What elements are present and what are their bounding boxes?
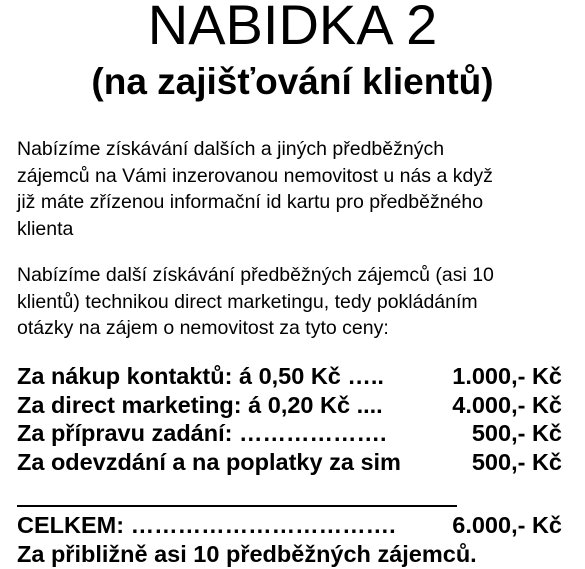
price-row bbox=[17, 448, 562, 477]
intro-line: Nabízíme získávání dalších a jiných předběžných bbox=[17, 138, 445, 160]
total-section bbox=[17, 511, 562, 568]
intro-line: zájemců na Vámi inzerovanou nemovitost u nás a když bbox=[17, 164, 493, 187]
marketing-paragraph bbox=[17, 262, 582, 342]
price-row bbox=[17, 362, 562, 391]
price-amount: 1.000,- Kč bbox=[452, 363, 562, 389]
intro-paragraph bbox=[17, 136, 582, 242]
price-label: Za přípravu zadání: ………………. bbox=[17, 420, 387, 446]
price-row bbox=[17, 419, 562, 448]
marketing-line: Nabízíme další získávání předběžných zájemců (asi 10 bbox=[17, 264, 494, 286]
intro-line: klienta bbox=[17, 217, 74, 240]
intro-line: již máte zřízenou informační id kartu pro předběžného bbox=[17, 191, 484, 213]
price-label: Za direct marketing: á 0,20 Kč .... bbox=[17, 391, 383, 418]
offer-subtitle: (na zajišťování klientů) bbox=[91, 61, 494, 102]
total-label: CELKEM: ……………………………. bbox=[17, 512, 396, 538]
price-amount: 500,- Kč bbox=[471, 420, 562, 446]
price-amount: 4.000,- Kč bbox=[452, 391, 562, 418]
marketing-line: klientů) technikou direct marketingu, tedy pokládáním bbox=[17, 290, 478, 313]
total-note-row bbox=[17, 540, 562, 569]
price-amount: 500,- Kč bbox=[471, 448, 562, 475]
divider-line bbox=[17, 505, 457, 507]
total-row bbox=[17, 511, 562, 540]
price-list bbox=[17, 362, 562, 476]
price-label: Za odevzdání a na poplatky za sim bbox=[17, 448, 401, 475]
offer-title: NABIDKA 2 bbox=[147, 0, 438, 56]
total-amount: 6.000,- Kč bbox=[452, 512, 562, 538]
price-row bbox=[17, 391, 562, 420]
price-label: Za nákup kontaktů: á 0,50 Kč ….. bbox=[17, 363, 384, 389]
marketing-line: otázky na zájem o nemovitost za tyto ceny: bbox=[17, 317, 389, 339]
total-note: Za přibližně asi 10 předběžných zájemců. bbox=[17, 540, 477, 567]
